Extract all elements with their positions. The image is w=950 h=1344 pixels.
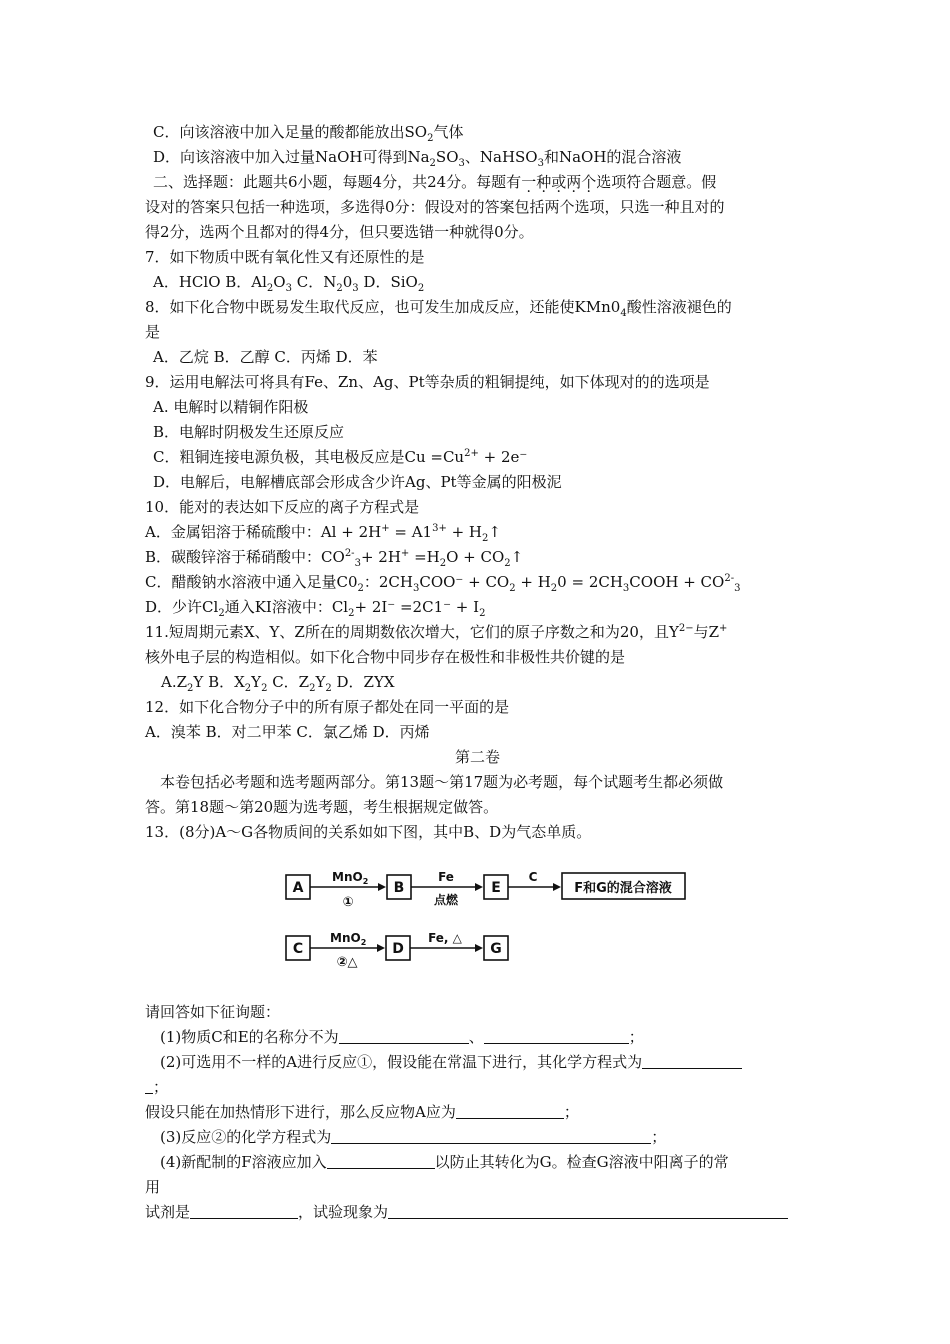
arrowhead-a-b <box>378 883 386 891</box>
subquestion-2b: 假设只能在加热情形下进行，那么反应物A应为 ； <box>145 1103 579 1121</box>
label-b: B <box>393 880 405 896</box>
question-13-subparts <box>145 1000 810 1225</box>
label-fe-1: Fe <box>438 870 454 884</box>
question-11: 11.短周期元素X、Y、Z所在的周期数依次增大，它们的原子序数之和为20，且$Y^{2-}$与Z+ <box>145 623 728 641</box>
arrowhead-b-e <box>475 883 483 891</box>
label-c-reagent: C <box>528 870 538 884</box>
label-step-1: ① <box>342 895 354 910</box>
question-9-option-b: B．电解时阴极发生还原反应 <box>153 423 345 441</box>
label-fg: F和G的混合溶液 <box>574 881 672 896</box>
answer-prompt: 请回答如下征询题： <box>145 1003 281 1021</box>
answer-blank-equation-2[interactable] <box>331 1128 651 1144</box>
label-burn: 点燃 <box>433 893 459 907</box>
part-two-intro-1: 本卷包括必考题和选考题两部分。第13题～第17题为必考题，每个试题考生都必须做 <box>160 773 724 791</box>
subquestion-3: (3)反应②的化学方程式为 ； <box>160 1128 667 1146</box>
label-a: A <box>292 880 304 896</box>
question-13: 13．(8分)A～G各物质间的关系如如下图，其中B、D为气态单质。 <box>145 823 592 841</box>
reaction-diagram-svg <box>280 862 690 974</box>
option-d-naoh: D．向该溶液中加入过量NaOH可得到$Na_2SO_3$、NaHSO$_3$和NaOH的混合溶液 <box>153 148 682 169</box>
label-d: D <box>392 941 404 957</box>
question-8-options: A．乙烷 B．乙醇 C．丙烯 D．苯 <box>153 348 378 366</box>
subquestion-4: (4)新配制的F溶液应加入 以防止其转化为G。检查G溶液中阳离子的常 <box>160 1153 729 1171</box>
question-9-option-d: D．电解后，电解槽底部会形成含少许Ag、Pt等金属的阳极泥 <box>153 473 562 491</box>
label-e: E <box>491 880 501 896</box>
answer-blank-reagent[interactable] <box>190 1203 298 1219</box>
answer-blank-reactant-a[interactable] <box>456 1103 564 1119</box>
label-g: G <box>490 941 502 957</box>
label-fe-heat: Fe, △ <box>428 931 462 945</box>
label-mno2-1: MnO$_2$ <box>332 870 369 886</box>
answer-blank-additive[interactable] <box>327 1153 435 1169</box>
answer-blank-equation-1[interactable] <box>642 1053 742 1069</box>
answer-blank-equation-1-cont[interactable] <box>145 1078 153 1094</box>
question-9: 9．运用电解法可将具有Fe、Zn、Ag、Pt等杂质的粗铜提纯，如下体现对的的选项是 <box>145 373 710 391</box>
subquestion-4-cont: 用 <box>145 1178 161 1196</box>
reaction-diagram <box>280 862 690 974</box>
section-two-rules-1: 设对的答案只包括一种选项，多选得0分：假设对的答案包括两个选项，只选一种且对的 <box>145 198 725 216</box>
subquestion-2-cont: ； <box>145 1075 810 1100</box>
question-10-option-a: A．金属铝溶于稀硫酸中：$Al + 2H^+ = A1^{3+}$ + $H_2↑$ <box>145 523 501 544</box>
question-11-options: $A.Z_2Y$ B．$X_2Y_2$ C．$Z_2Y_2$ D．ZYX <box>161 673 395 694</box>
question-10-option-c: C．醋酸钠水溶液中通入足量$C0_2$：$2CH_3COO^- + CO_2 + H_20$ = $2CH_3COOH + CO^{2-}_3$ <box>145 573 741 594</box>
question-7: 7．如下物质中既有氧化性又有还原性的是 <box>145 248 425 266</box>
question-12-options: A．溴苯 B．对二甲苯 C．氯乙烯 D．丙烯 <box>145 723 430 741</box>
question-12: 12．如下化合物分子中的所有原子都处在同一平面的是 <box>145 698 510 716</box>
subquestion-2: (2)可选用不一样的A进行反应①，假设能在常温下进行，其化学方程式为 <box>145 1050 810 1075</box>
label-mno2-2: MnO$_2$ <box>330 931 367 947</box>
arrowhead-d-g <box>475 944 483 952</box>
subquestion-4-reagent: 试剂是 ，试验现象为 <box>145 1200 810 1225</box>
question-8-cont: 是 <box>145 323 161 341</box>
part-two-intro-2: 答。第18题～第20题为选考题，考生根据规定做答。 <box>145 798 499 816</box>
question-10-option-d: D．少许$Cl_2$通入KI溶液中：$Cl_2+ 2I^- =2C1^- + I_2$ <box>145 598 486 619</box>
part-two-heading: 第二卷 <box>454 748 500 766</box>
question-7-options: A．HClO B．$Al_2O_3$ C．$N_20_3$ D．SiO$_2$ <box>153 273 425 294</box>
question-8: 8．如下化合物中既易发生取代反应，也可发生加成反应，还能使$KMn0_4$酸性溶液褪色的 <box>145 298 732 319</box>
section-two-heading: 二、选择题：此题共6小题，每题4分，共24分。每题有一种或两个选项符合题意。假 <box>153 173 717 191</box>
answer-blank-c[interactable] <box>339 1028 469 1044</box>
question-10: 10．能对的表达如下反应的离子方程式是 <box>145 498 420 516</box>
subquestion-1: (1)物质C和E的名称分不为 、 ； <box>160 1028 644 1046</box>
answer-blank-e[interactable] <box>484 1028 629 1044</box>
label-c: C <box>292 941 304 957</box>
option-c-sulfite: C．向该溶液中加入足量的酸都能放出$SO_2$气体 <box>153 123 464 144</box>
question-9-option-a: A. 电解时以精铜作阳极 <box>153 398 309 416</box>
question-9-option-c: C．粗铜连接电源负极，其电极反应是$Cu =Cu^{2+} + 2e^-$ <box>153 448 528 466</box>
arrowhead-e-fg <box>553 883 561 891</box>
answer-blank-phenomenon[interactable] <box>388 1203 788 1219</box>
section-two-rules-2: 得2分，选两个且都对的得4分，但只要选错一种就得0分。 <box>145 223 534 241</box>
question-11-cont: 核外电子层的构造相似。如下化合物中同步存在极性和非极性共价键的是 <box>145 648 626 666</box>
question-10-option-b: B．碳酸锌溶于稀硝酸中：$CO^{2-}_3+ 2H^+ =H_2O$ + $CO_2↑$ <box>145 548 524 569</box>
exam-page <box>145 120 810 845</box>
label-step-2: ②△ <box>336 955 358 970</box>
arrowhead-c-d <box>377 944 385 952</box>
